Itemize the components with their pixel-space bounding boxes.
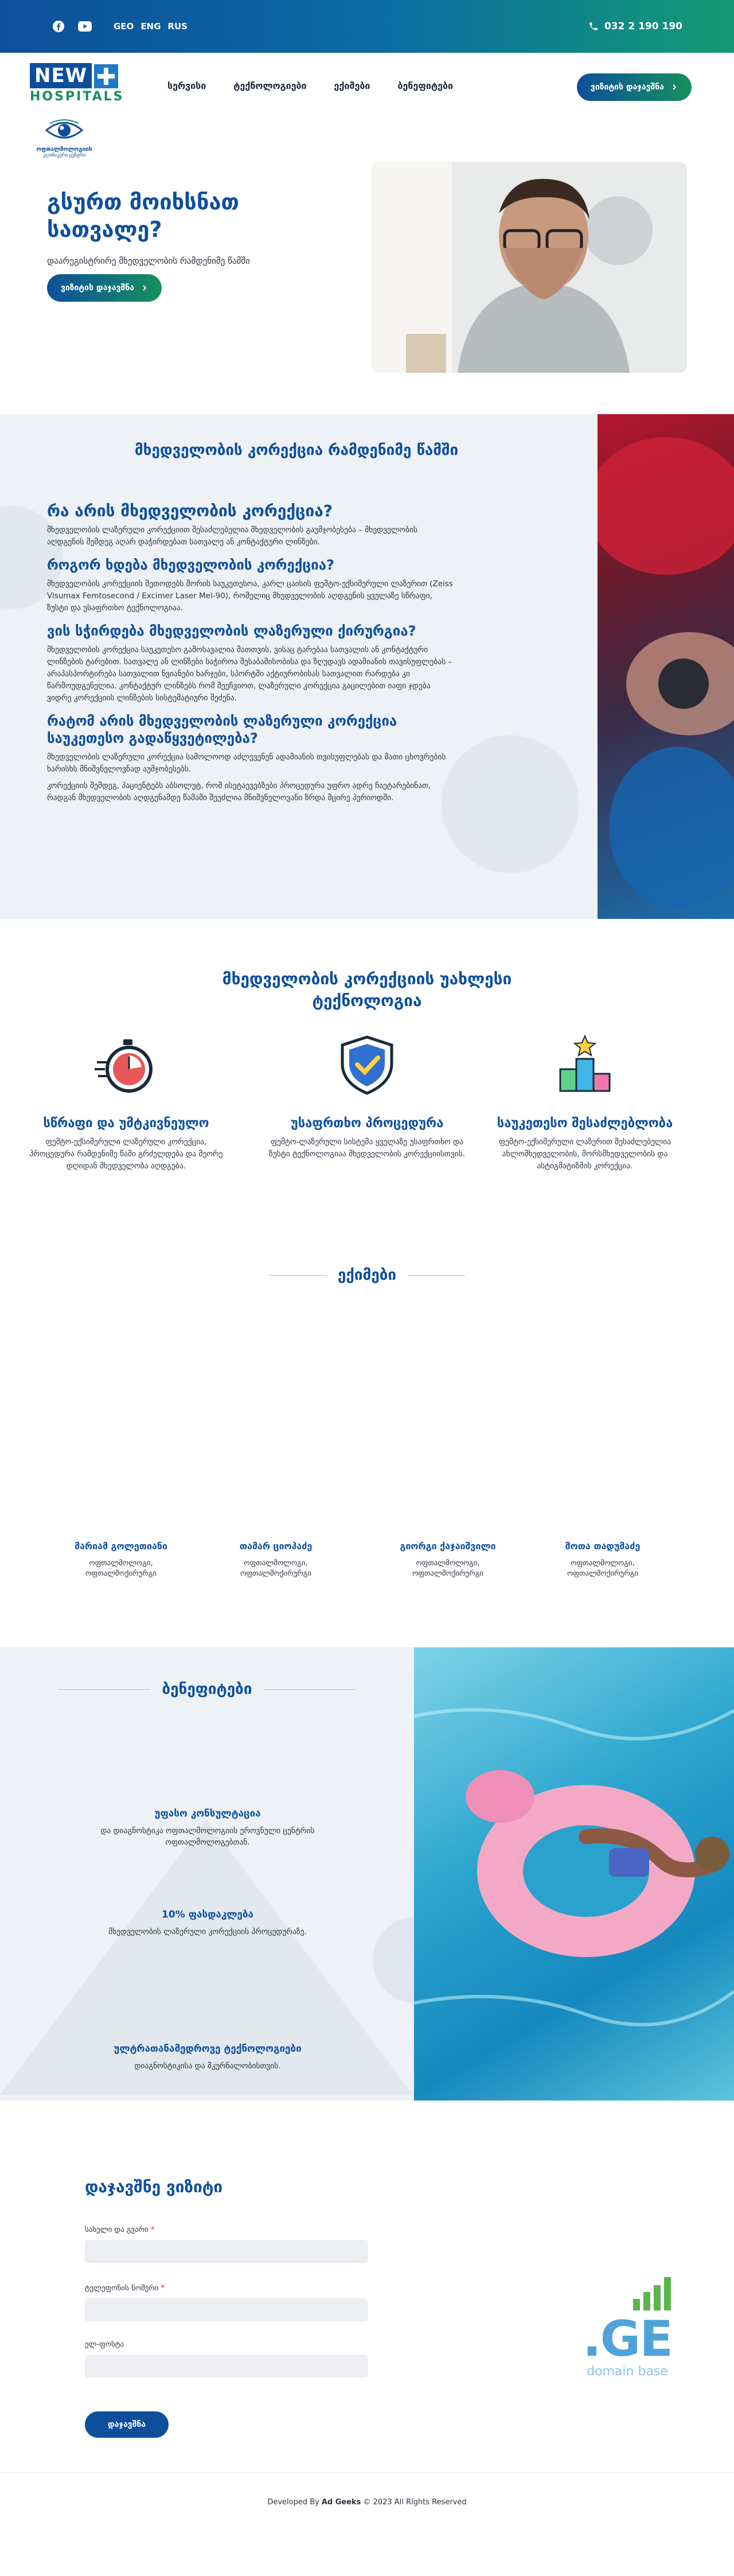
correction-heading: რატომ არის მხედველობის ლაზერული კორექცია საუკეთესო გადაწყვეტილება?	[47, 713, 397, 746]
youtube-icon[interactable]	[78, 20, 92, 33]
phone-icon	[588, 21, 599, 32]
doctor-specialty: ოფთალმოლოგი, ოფთალმოქირურგი	[412, 1559, 483, 1578]
footer-developed-by: Developed By	[267, 2497, 319, 2507]
tech-item-desc: ფემტო-ლაზერული სისტემა ყველაზე უსაფრთხო და ზუსტი ტექნოლოგიაა მხედველობის კორექციისთვის.	[269, 1137, 465, 1159]
benefit-title: ულტრათანამედროვე ტექნოლოგიები	[114, 2043, 302, 2055]
chevron-right-icon	[671, 84, 678, 91]
hero-subtitle: დაარეგისტრირე მხედველობის რამდენიმე წამში	[47, 256, 250, 266]
footer-copyright: © 2023 All Rights Reserved	[363, 2497, 467, 2507]
label-text: ტელეფონის ნომერი	[85, 2284, 159, 2293]
hero-cta-label: ვიზიტის დაჯავშნა	[61, 283, 134, 293]
divider-line	[264, 1689, 356, 1690]
tech-item-title: საუკეთესო შესაძლებლობა	[497, 1116, 673, 1131]
menu-item-doctors[interactable]: ექიმები	[334, 80, 370, 91]
doctor-specialty: ოფთალმოლოგი, ოფთალმოქირურგი	[85, 1559, 157, 1578]
phone-input[interactable]	[85, 2298, 368, 2321]
correction-content	[47, 494, 454, 809]
logo-new-text: NEW	[30, 63, 92, 88]
correction-paragraph: მხედველობის ლაზერული კორექცია სამოლოოდ აძლევენენ ადამიანის თვისუფლებას და მათი ცხოვრების ხარისხს მნიშვნელოვნად აუმჯობესებს.	[47, 753, 446, 774]
tech-item-title: უსაფრთხო პროცედურა	[290, 1116, 444, 1131]
facebook-icon[interactable]	[52, 20, 65, 33]
doctor-card[interactable]	[382, 1541, 514, 1579]
correction-paragraph: კორექციის შემდეგ, პაციენტებს აბსოლუტ, რომ ისეტაევებზები პროცედურა უფრო ადრე ჩაეტარებინათ, რადგან მხედველობის აღდგენამდე წამამი შეუძლია მნიშვნელოვანი ზრდა მცირე პერიოდში.	[47, 781, 431, 802]
benefit-item	[47, 1909, 368, 1938]
correction-title: მხედველობის კორექცია რამდენიმე წამში	[134, 442, 459, 459]
language-switcher	[114, 21, 188, 32]
divider-line	[58, 1689, 150, 1690]
tech-item-desc: ფემტო-ექსიმერული ლაზერით შესაძლებელია ახლომხედველობის, შორსმხედველობის და ასტიგმატიზმის კორექცია.	[498, 1137, 671, 1171]
full-name-input[interactable]	[85, 2240, 368, 2263]
email-field	[85, 2340, 368, 2378]
tech-item-safe	[264, 1034, 470, 1160]
lang-rus[interactable]: RUS	[167, 21, 188, 32]
doctors-title: ექიმები	[337, 1266, 397, 1284]
benefits-title: ბენეფიტები	[162, 1681, 252, 1698]
benefit-desc: მხედველობის ლაზერული კორექციის პროცედურაზე.	[108, 1927, 307, 1936]
required-mark: *	[150, 2226, 155, 2234]
email-input[interactable]	[85, 2355, 368, 2378]
correction-info-section	[0, 414, 734, 919]
lang-geo[interactable]: GEO	[114, 21, 134, 32]
doctor-name: გიორგი ქაჯაიშვილი	[400, 1541, 496, 1552]
benefit-desc: და დიაგნოსტიკა ოფთალმოლოგიის ეროვნული ცენტრის ოფთალმოლოგებთან.	[100, 1826, 315, 1847]
menu-item-benefits[interactable]: ბენეფიტები	[397, 80, 454, 91]
submit-booking-button[interactable]: დაჯავშნა	[85, 2411, 169, 2438]
decor-circle	[442, 735, 579, 873]
ge-logo-caption: domain base	[587, 2364, 668, 2379]
correction-heading: რა არის მხედველობის კორექცია?	[47, 501, 333, 520]
doctor-name: შოთა თადუმაძე	[565, 1541, 641, 1552]
doctor-card[interactable]	[55, 1541, 187, 1579]
main-header	[0, 53, 734, 156]
footer-company-link[interactable]: Ad Geeks	[321, 2497, 361, 2507]
phone-number: 032 2 190 190	[604, 21, 682, 32]
tech-item-fast	[23, 1034, 229, 1172]
form-title: დაჯავშნე ვიზიტი	[85, 2177, 223, 2196]
doctors-heading	[0, 1266, 734, 1284]
benefit-item	[47, 2043, 368, 2072]
social-links	[52, 20, 92, 33]
menu-item-technologies[interactable]: ტექნოლოგიები	[233, 80, 307, 91]
full-name-label	[85, 2226, 368, 2234]
label-text: სახელი და გვარი	[85, 2226, 149, 2234]
logo-hospitals-text: HOSPITALS	[30, 89, 124, 104]
technology-section	[0, 919, 734, 1647]
benefit-title: 10% ფასდაკლება	[162, 1909, 253, 1920]
pool-photo	[414, 1647, 734, 2100]
booking-form-section	[0, 2100, 734, 2472]
benefit-desc: დიაგნოსტიკისა და მკურნალობისთვის.	[134, 2061, 281, 2071]
benefit-item	[47, 1808, 368, 1848]
book-visit-label: ვიზიტის დაჯავშნა	[591, 83, 664, 92]
book-visit-button-hero[interactable]	[47, 274, 162, 302]
tech-item-best	[482, 1034, 688, 1172]
required-mark: *	[161, 2284, 165, 2293]
technology-title: მხედველობის კორექციის უახლესი ტექნოლოგია	[222, 969, 512, 1010]
doctor-card[interactable]	[210, 1541, 342, 1579]
bar-chart-icon	[633, 2276, 679, 2310]
doctor-card[interactable]	[537, 1541, 669, 1579]
benefit-title: უფასო კონსულტაცია	[154, 1808, 261, 1819]
label-text: ელ-ფოსტა	[85, 2340, 124, 2349]
lang-eng[interactable]: ENG	[140, 21, 161, 32]
email-label	[85, 2340, 368, 2349]
phone-label	[85, 2284, 368, 2293]
divider-line	[408, 1275, 465, 1276]
correction-paragraph: მხედველობის კორექცია საუკეთესო გამოსავალია მათთვის, ვისაც ტარებაა სათვალის ან კონტაქტური ლინზების ტარებით. სათვალე ან ლინზები საჭიროა შესაბამისობისა და ზღუდავს ადამიანის თავისუფლებას – არაპასპორტირება სათვალით ნვიანები ხარჯები, სპორტში აქტიურობისას სათვალით რარდება კი წარმოუდგენელია. კონტაქტურ ლინზებს რომ შეეჩვიოთ, ლაზერული კორექცია გაცილებით იაფი ჯდება ვიდრე კორექციის ლინზების სისტემატიური შეძენა.	[47, 645, 452, 703]
main-menu	[167, 80, 453, 91]
correction-heading: ვის სჭირდება მხედველობის ლაზერული ქირურგია?	[47, 623, 416, 639]
benefits-heading	[0, 1681, 414, 1698]
medical-cross-icon	[94, 64, 118, 88]
menu-item-services[interactable]: სერვისი	[167, 80, 206, 91]
ophthalmology-center-logo[interactable]	[30, 119, 99, 158]
tech-item-desc: ფემტო-ექსიმერული ლაზერული კორექცია, პროცედურა რამდენიმე წამი გრძელდება და მეორე დღიდან მხედველობა აღდგება.	[29, 1137, 223, 1171]
stopwatch-icon	[95, 1034, 158, 1097]
doctor-specialty: ოფთალმოლოგი, ოფთალმოქირურგი	[240, 1559, 311, 1578]
full-name-field	[85, 2226, 368, 2263]
hero-section	[0, 156, 734, 414]
divider-line	[269, 1275, 326, 1276]
correction-heading: როგორ ხდება მხედველობის კორექცია?	[47, 557, 334, 573]
clinic-name-line2: კლინიკური ცენტრი	[42, 153, 86, 158]
benefits-section	[0, 1647, 734, 2100]
ge-domain-logo[interactable]	[570, 2276, 685, 2414]
footer	[0, 2472, 734, 2531]
podium-star-icon	[553, 1034, 616, 1097]
top-bar	[0, 0, 734, 53]
phone-link[interactable]	[588, 21, 682, 32]
chevron-right-icon	[141, 285, 148, 291]
doctor-name: მარიამ გოლეთიანი	[75, 1541, 167, 1552]
doctor-name: თამარ ციოპაძე	[239, 1541, 313, 1552]
hero-photo-man-rubbing-eyes	[372, 162, 687, 373]
correction-paragraph: მხედველობის ლაზერული კორექციით შესაძლებელია მხედველობის გაუმჯობესება – მხედველობის აღდგენის შემდეგ აღარ დაჭირდებათ სათვალე ან კონტაქტური ლინზები.	[47, 525, 417, 547]
shield-check-icon	[335, 1034, 399, 1097]
book-visit-button-header[interactable]	[577, 73, 692, 101]
clinic-name-line1: ოფთალმოლოგიის	[36, 146, 92, 153]
ge-logo-text: .GE	[582, 2310, 672, 2368]
eye-icon	[44, 119, 84, 142]
correction-paragraph: მხედველობის კორექციის მეთოდებს შორის საუკეთესოა, კარლ ცაისის ფემტო-ექსიმერული ლაზერით (Zeiss Visumax Femtosecond / Excimer Laser Mel-90), რომელიც მხედველობის აღდგენის ყველაზე სწრაფი, ზუსტი და უსაფრთხო ტექნოლოგიაა.	[47, 579, 453, 613]
eye-closeup-photo	[598, 414, 734, 919]
phone-field	[85, 2284, 368, 2321]
tech-item-title: სწრაფი და უმტკივნეულო	[43, 1116, 209, 1131]
hero-title: გსურთ მოიხსნათ სათვალე?	[47, 189, 239, 242]
doctor-specialty: ოფთალმოლოგი, ოფთალმოქირურგი	[567, 1559, 638, 1578]
